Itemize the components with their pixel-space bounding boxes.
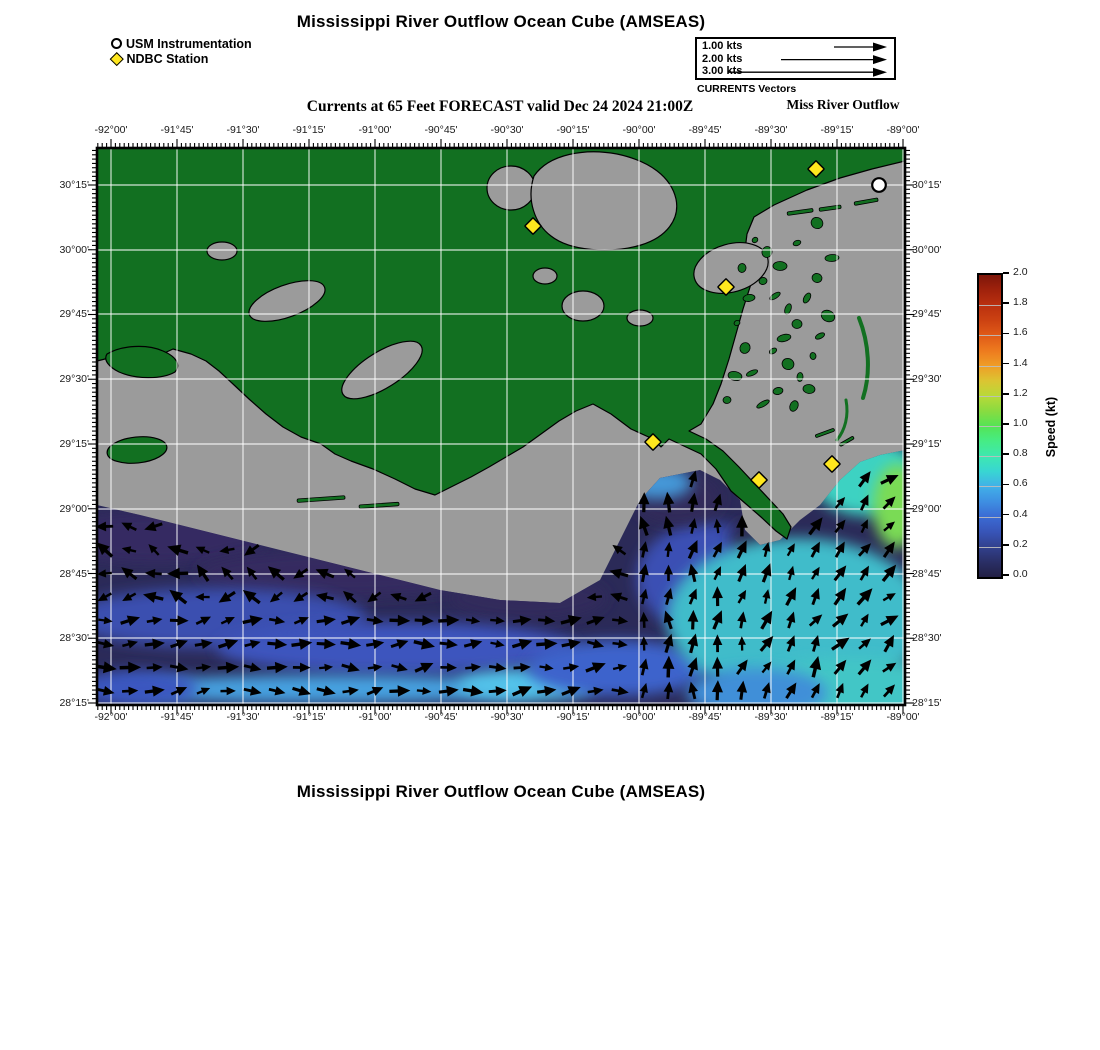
lon-tick-label-bottom: -89°15' [820,711,854,723]
colorbar-tick [1003,393,1009,395]
legend-row-ndbc [111,51,252,66]
lat-tick-label-right: 30°15' [912,179,942,191]
colorbar-tick-label: 0.6 [1013,477,1028,490]
colorbar-tick [1003,302,1009,304]
lat-tick-label-left: 29°15' [59,438,89,450]
colorbar-tick [1003,484,1009,486]
lon-tick-label-top: -92°00' [94,124,128,136]
lon-tick-label-bottom: -90°45' [424,711,458,723]
colorbar-tick-label: 1.6 [1013,326,1028,339]
little-lake [627,310,653,326]
lat-tick-label-left: 29°45' [59,308,89,320]
lon-tick-label-top: -90°45' [424,124,458,136]
colorbar-gridline [979,396,1001,397]
lat-tick-label-right: 28°45' [912,568,942,580]
lon-tick-label-top: -89°15' [820,124,854,136]
lat-tick-label-left: 28°45' [59,568,89,580]
lon-tick-label-top: -89°00' [886,124,920,136]
colorbar-tick-label: 0.4 [1013,507,1028,520]
marsh-islet [809,352,816,360]
colorbar-title: Speed (kt) [1044,396,1058,458]
forecast-subtitle: Currents at 65 Feet FORECAST valid Dec 24 2024 21:00Z [306,98,694,115]
colorbar-tick-label: 0.0 [1013,568,1028,580]
lat-tick-label-right: 29°00' [912,503,942,515]
lon-tick-label-bottom: -91°30' [226,711,260,723]
lac-des-allemands [533,268,557,284]
lon-tick-label-bottom: -90°15' [556,711,590,723]
usm-legend-label: USM Instrumentation [126,36,252,51]
lon-tick-label-top: -91°15' [292,124,326,136]
lon-tick-label-top: -91°30' [226,124,260,136]
vector-scale-label-2: 2.00 kts [702,52,743,65]
vector-scale-label-3: 3.00 kts [702,65,743,78]
colorbar-tick-label: 2.0 [1013,266,1028,278]
map-canvas [77,128,925,725]
vector-scale-arrows [697,39,893,77]
lat-tick-label-left: 29°30' [59,373,89,385]
marsh-islet [797,372,804,381]
lon-tick-label-top: -89°45' [688,124,722,136]
lat-tick-label-left: 28°15' [59,697,89,709]
marsh-islet [723,396,732,404]
marsh-islet [773,261,787,270]
lat-tick-label-right: 28°15' [912,697,942,709]
colorbar-tick-label: 0.8 [1013,447,1028,460]
colorbar-gridline [979,547,1001,548]
lon-tick-label-bottom: -91°15' [292,711,326,723]
colorbar-gridline [979,426,1001,427]
lat-tick-label-left: 28°30' [59,632,89,644]
lon-tick-label-bottom: -90°30' [490,711,524,723]
lon-tick-label-top: -90°15' [556,124,590,136]
colorbar-tick [1003,453,1009,455]
colorbar-tick [1003,514,1009,516]
lat-tick-label-right: 29°45' [912,308,942,320]
usm-station-marker [872,178,886,192]
marsh-islet [792,319,802,329]
lon-tick-label-bottom: -89°00' [886,711,920,723]
speed-colorbar [977,273,1003,579]
colorbar-gridline [979,305,1001,306]
colorbar-tick-label: 0.2 [1013,537,1028,550]
colorbar-tick [1003,423,1009,425]
lake-maurepas [487,166,535,210]
lon-tick-label-top: -90°30' [490,124,524,136]
lat-tick-label-left: 30°00' [59,244,89,256]
lat-tick-label-right: 30°00' [912,244,942,256]
lake-salvador [562,291,604,321]
map-legend [111,36,252,66]
colorbar-tick-label: 1.4 [1013,356,1028,369]
lat-tick-label-right: 29°30' [912,373,942,385]
lon-tick-label-top: -89°30' [754,124,788,136]
lat-tick-label-right: 29°15' [912,438,942,450]
ndbc-legend-label: NDBC Station [126,51,209,66]
lon-tick-label-bottom: -91°00' [358,711,392,723]
ndbc-marker-icon [110,52,123,65]
vector-scale-box [695,37,896,80]
lon-tick-label-bottom: -89°45' [688,711,722,723]
colorbar-tick-label: 1.8 [1013,296,1028,309]
colorbar-tick [1003,363,1009,365]
footer-title: Mississippi River Outflow Ocean Cube (AMSEAS) [296,782,706,801]
lat-tick-label-right: 28°30' [912,632,942,644]
colorbar-gridline [979,366,1001,367]
colorbar-tick-label: 1.2 [1013,386,1028,399]
colorbar-tick [1003,272,1009,274]
colorbar-tick [1003,333,1009,335]
lon-tick-label-top: -91°45' [160,124,194,136]
lon-tick-label-bottom: -91°45' [160,711,194,723]
vector-scale-caption: CURRENTS Vectors [697,83,797,95]
legend-row-usm [111,36,252,51]
colorbar-gridline [979,486,1001,487]
vector-scale-label-1: 1.00 kts [702,40,743,52]
lat-tick-label-left: 30°15' [59,179,89,191]
colorbar-tick [1003,544,1009,546]
lat-tick-label-left: 29°00' [59,503,89,515]
colorbar-tick-label: 1.0 [1013,417,1028,429]
page-title: Mississippi River Outflow Ocean Cube (AMSEAS) [296,12,706,31]
colorbar-gridline [979,335,1001,336]
white-lake [207,242,237,260]
lon-tick-label-bottom: -89°30' [754,711,788,723]
lon-tick-label-top: -90°00' [622,124,656,136]
colorbar-gridline [979,517,1001,518]
lon-tick-label-bottom: -90°00' [622,711,656,723]
region-label: Miss River Outflow [786,97,900,112]
usm-marker-icon [111,38,122,49]
colorbar-gridline [979,456,1001,457]
lon-tick-label-top: -91°00' [358,124,392,136]
colorbar-tick [1003,574,1009,576]
lon-tick-label-bottom: -92°00' [94,711,128,723]
